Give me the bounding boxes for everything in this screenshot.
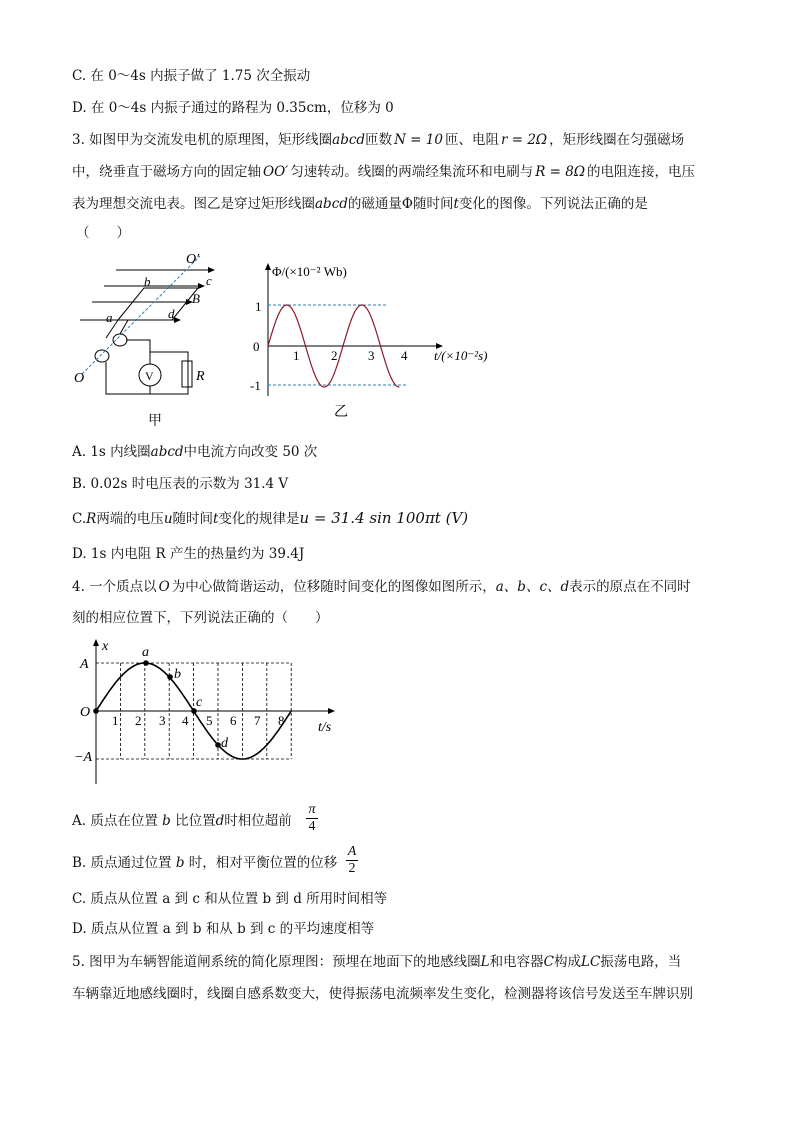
fraction-a-over-2: A 2 <box>347 844 357 876</box>
axis-label-o-prime: O′ <box>186 252 200 267</box>
q5-stem-line1: 5. 图甲为车辆智能道闸系统的简化原理图：预埋在地面下的地感线圈L和电容器C构成LC振荡电路，当 <box>72 954 682 970</box>
flux-axis-label: Φ/(×10⁻² Wb) <box>272 264 347 279</box>
origin-label: 0 <box>253 339 260 354</box>
amplitude-label: A <box>80 657 89 672</box>
y-tick-neg1: -1 <box>250 378 261 393</box>
t-tick-8: 8 <box>278 713 285 728</box>
q3-stem-line1: 3. 如图甲为交流发电机的原理图，矩形线圈abcd匝数 N = 10 匝、电阻 r = 2Ω ，矩形线圈在匀强磁场 <box>72 132 685 148</box>
coil-label-d: d <box>168 306 175 321</box>
q4-option-a: A. 质点在位置 b 比位置d时相位超前 <box>72 813 292 829</box>
flux-time-graph <box>250 256 522 426</box>
y-tick-1: 1 <box>255 299 262 314</box>
t-tick-1: 1 <box>112 713 119 728</box>
t-tick-2: 2 <box>135 713 142 728</box>
origin-dot <box>93 708 99 714</box>
t-tick-6: 6 <box>230 713 237 728</box>
coil-label-a: a <box>106 310 113 325</box>
origin-label: O <box>80 705 91 720</box>
field-label-b: B <box>192 291 200 306</box>
t-tick-3: 3 <box>159 713 166 728</box>
q3-option-b: B. 0.02s 时电压表的示数为 31.4 V <box>72 476 289 492</box>
x-tick-3: 3 <box>368 348 375 363</box>
q5-stem-line2: 车辆靠近地感线圈时，线圈自感系数变大，使得振荡电流频率发生变化，检测器将该信号发送至车牌识别 <box>72 986 693 1002</box>
q3-stem-line3: 表为理想交流电表。图乙是穿过矩形线圈abcd的磁通量Φ随时间t变化的图像。下列说法正确的是 <box>72 196 648 212</box>
voltmeter-label: V <box>145 369 154 383</box>
t-axis-label: t/s <box>318 720 332 735</box>
q3-option-c: C.R两端的电压u随时间t变化的规律是u = 31.4 sin 100πt (V) <box>72 509 469 527</box>
x-tick-2: 2 <box>331 348 338 363</box>
t-tick-4: 4 <box>182 713 189 728</box>
neg-amplitude-label: −A <box>74 750 92 765</box>
x-axis-label: x <box>102 639 109 654</box>
q3-option-a: A. 1s 内线圈abcd中电流方向改变 50 次 <box>72 444 318 460</box>
q2-option-c: C. 在 0～4s 内振子做了 1.75 次全振动 <box>72 68 311 84</box>
point-a <box>143 660 149 666</box>
q3-option-d: D. 1s 内电阻 R 产生的热量约为 39.4J <box>72 546 305 562</box>
figure-yi-caption: 乙 <box>334 405 348 420</box>
label-a: a <box>142 645 149 660</box>
x-tick-1: 1 <box>293 348 300 363</box>
t-tick-5: 5 <box>206 713 213 728</box>
coil-label-b: b <box>144 274 151 289</box>
q2-option-d: D. 在 0～4s 内振子通过的路程为 0.35cm，位移为 0 <box>72 100 394 116</box>
q4-stem-line2: 刻的相应位置下，下列说法正确的（ ） <box>72 610 329 626</box>
generator-diagram <box>66 248 236 433</box>
axis-label-o: O <box>74 371 85 386</box>
coil-label-c: c <box>206 273 212 288</box>
point-d <box>215 742 221 748</box>
label-b: b <box>174 667 181 682</box>
figure-jia-caption: 甲 <box>148 414 162 429</box>
point-b <box>167 674 173 680</box>
q4-option-d: D. 质点从位置 a 到 b 和从 b 到 c 的平均速度相等 <box>72 921 375 937</box>
t-tick-7: 7 <box>254 713 261 728</box>
q4-option-c: C. 质点从位置 a 到 c 和从位置 b 到 d 所用时间相等 <box>72 891 388 907</box>
fraction-pi-over-4: π 4 <box>306 802 318 835</box>
shm-displacement-graph <box>72 636 342 796</box>
label-d: d <box>221 736 228 751</box>
label-c: c <box>196 695 203 710</box>
x-tick-4: 4 <box>401 348 408 363</box>
time-axis-label: t/(×10⁻²s) <box>434 348 488 363</box>
resistor-label: R <box>196 369 205 384</box>
q3-answer-paren: （ ） <box>76 225 130 241</box>
q3-stem-line2: 中，绕垂直于磁场方向的固定轴 OO′ 匀速转动。线圈的两端经集流环和电刷与 R = 8Ω 的电阻连接，电压 <box>72 164 696 180</box>
q4-option-b: B. 质点通过位置 b 时，相对平衡位置的位移 <box>72 855 338 871</box>
q4-stem-line1: 4. 一个质点以 O 为中心做简谐运动，位移随时间变化的图像如图所示，a、b、c、d表示的原点在不同时 <box>72 579 691 595</box>
